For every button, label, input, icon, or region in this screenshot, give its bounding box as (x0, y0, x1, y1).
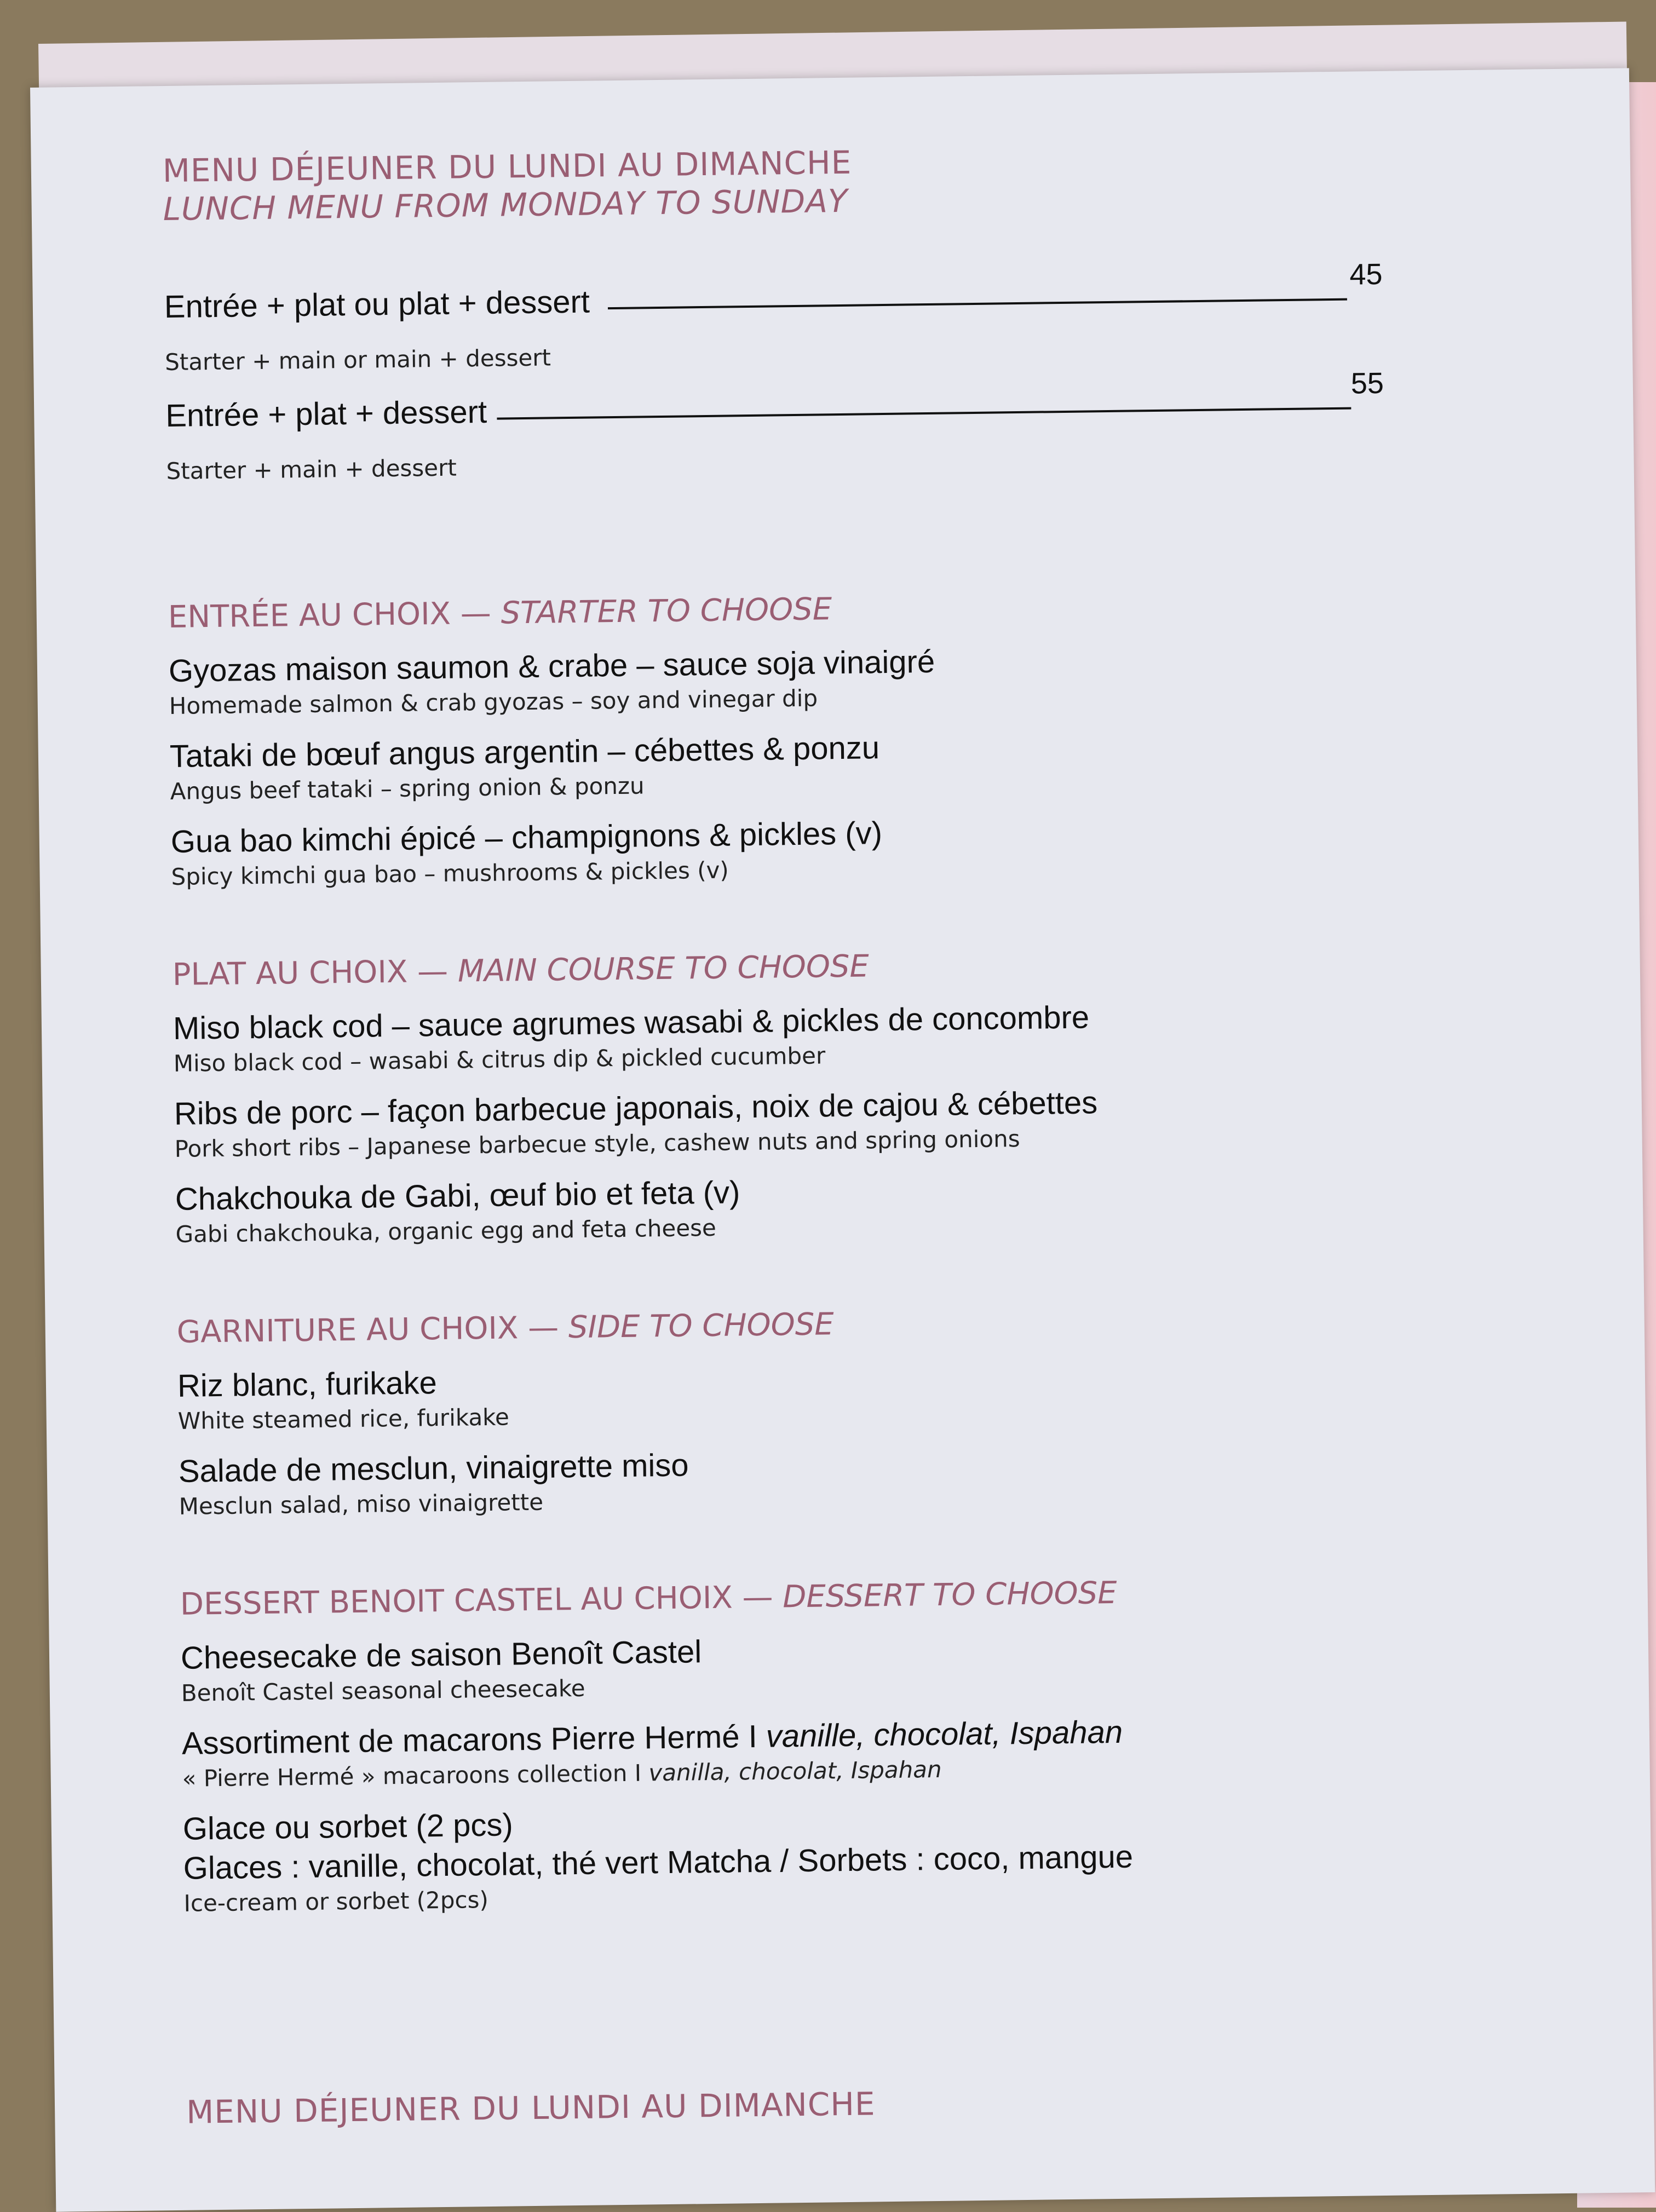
menu-item (182, 1708, 1497, 1794)
dish-flavours-fr: Glaces : vanille, chocolat, thé vert Matcha / Sorbets : coco, mangue (183, 1839, 1134, 1886)
section-title-desserts: DESSERT BENOIT CASTEL AU CHOIX — DESSERT TO CHOOSE (180, 1575, 1117, 1622)
dish-name-en: White steamed rice, furikake (177, 1403, 510, 1435)
dish-name-fr: Ribs de porc – façon barbecue japonais, noix de cajou & cébettes (174, 1085, 1098, 1132)
menu-item (173, 993, 1488, 1079)
menu-item (181, 1623, 1496, 1709)
dish-name-en: « Pierre Hermé » macaroons collection I vanilla, chocolat, Ispahan (182, 1755, 942, 1792)
dish-name-en: Ice-cream or sorbet (2pcs) (183, 1886, 489, 1917)
menu-item (177, 1351, 1492, 1437)
formula-label-en: Starter + main + dessert (166, 454, 457, 485)
formula-price: 55 (1350, 366, 1384, 400)
menu-item (178, 1436, 1493, 1522)
dish-name-en: Miso black cod – wasabi & citrus dip & pickled cucumber (173, 1042, 826, 1077)
menu-title-fr: MENU DÉJEUNER DU LUNDI AU DIMANCHE (162, 143, 852, 190)
dish-name-fr: Gua bao kimchi épicé – champignons & pickles (v) (170, 815, 883, 860)
dish-name-fr: Cheesecake de saison Benoît Castel (180, 1634, 702, 1676)
menu-content (162, 136, 1500, 2132)
section-title-mains: PLAT AU CHOIX — MAIN COURSE TO CHOOSE (172, 948, 870, 993)
leader-line (497, 407, 1351, 420)
dish-name-fr: Glace ou sorbet (2 pcs) (182, 1807, 514, 1847)
dish-name-fr: Gyozas maison saumon & crabe – sauce soja vinaigré (168, 643, 935, 689)
dish-name-fr: Riz blanc, furikake (177, 1365, 438, 1404)
dish-name-en: Mesclun salad, miso vinaigrette (179, 1488, 544, 1520)
section-title-starters: ENTRÉE AU CHOIX — STARTER TO CHOOSE (168, 591, 832, 635)
dish-name-fr: Miso black cod – sauce agrumes wasabi & pickles de concombre (173, 999, 1090, 1046)
dish-name-en: Homemade salmon & crab gyozas – soy and vinegar dip (169, 684, 818, 719)
formula-label-fr: Entrée + plat ou plat + dessert (164, 284, 590, 325)
dish-name-en: Gabi chakchouka, organic egg and feta cheese (175, 1214, 717, 1248)
menu-item (175, 1164, 1490, 1250)
dish-name-fr: Chakchouka de Gabi, œuf bio et feta (v) (175, 1174, 740, 1217)
section-title-sides: GARNITURE AU CHOIX — SIDE TO CHOOSE (176, 1306, 835, 1350)
dish-name-fr: Salade de mesclun, vinaigrette miso (178, 1447, 689, 1489)
dish-name-en: Angus beef tataki – spring onion & ponzu (170, 772, 645, 805)
menu-item (170, 807, 1485, 892)
dish-name-fr: Tataki de bœuf angus argentin – cébettes & ponzu (169, 730, 880, 774)
menu-item (169, 636, 1484, 722)
dish-name-en: Pork short ribs – Japanese barbecue style, cashew nuts and spring onions (174, 1125, 1020, 1162)
menu-item (170, 721, 1485, 807)
menu-item (182, 1794, 1498, 1919)
formula-price: 45 (1349, 257, 1383, 291)
menu-item (174, 1079, 1488, 1165)
formula-label-fr: Entrée + plat + dessert (165, 394, 487, 434)
dish-name-fr: Assortiment de macarons Pierre Hermé I vanille, chocolat, Ispahan (181, 1714, 1123, 1761)
menu-title-en: LUNCH MENU FROM MONDAY TO SUNDAY (163, 182, 848, 228)
menu-page (30, 68, 1655, 2211)
next-page-title-fr: MENU DÉJEUNER DU LUNDI AU DIMANCHE (186, 2085, 876, 2131)
leader-line (608, 298, 1347, 309)
formula-label-en: Starter + main or main + dessert (164, 344, 551, 376)
dish-name-en: Benoît Castel seasonal cheesecake (181, 1674, 585, 1707)
dish-name-en: Spicy kimchi gua bao – mushrooms & pickles (v) (171, 856, 729, 890)
